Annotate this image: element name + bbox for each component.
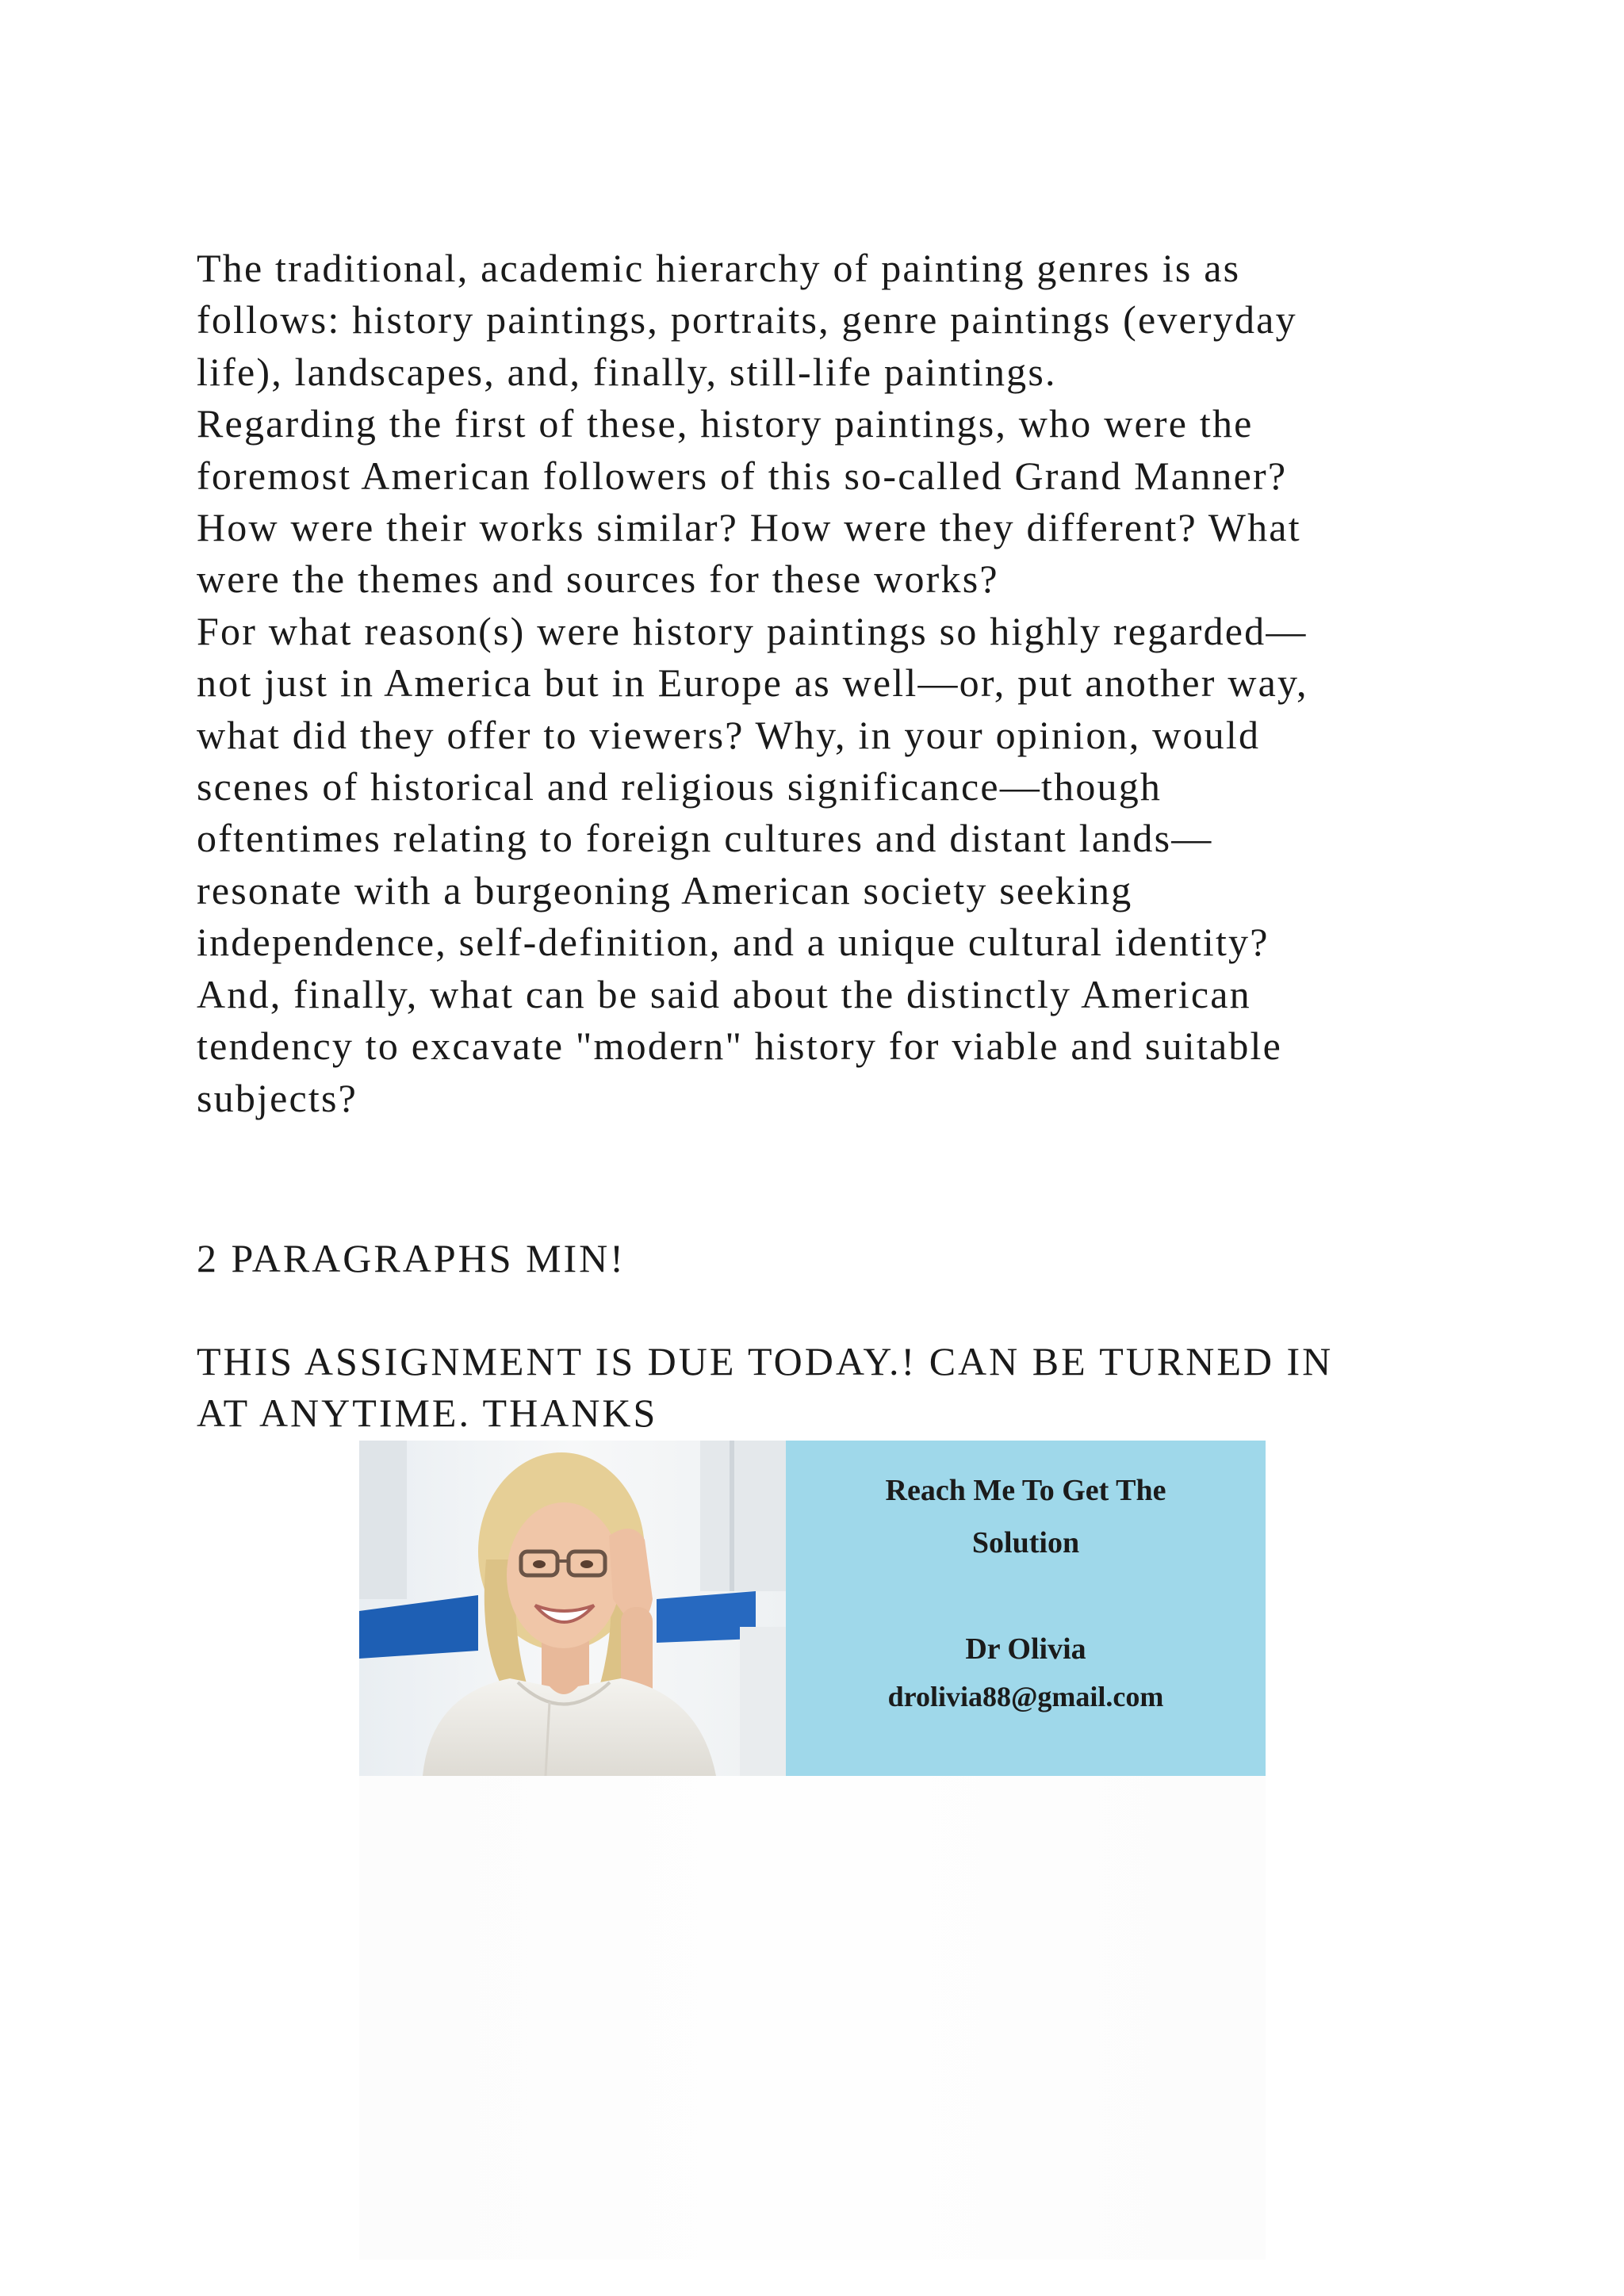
text-line: oftentimes relating to foreign cultures and distant lands— (197, 816, 1213, 861)
due-notice-line: THIS ASSIGNMENT IS DUE TODAY.! CAN BE TURNED IN (197, 1339, 1334, 1383)
text-line: resonate with a burgeoning American society seeking (197, 867, 1133, 913)
due-notice (197, 1336, 1333, 1440)
smiling-woman-photo-icon (359, 1441, 786, 1776)
contact-email: drolivia88@gmail.com (887, 1681, 1164, 1712)
text-line: Regarding the first of these, history paintings, who were the (197, 401, 1254, 446)
paragraph-requirement: 2 PARAGRAPHS MIN! (197, 1236, 626, 1280)
text-line: independence, self-definition, and a unique cultural identity? (197, 920, 1270, 965)
text-line: follows: history paintings, portraits, genre paintings (everyday (197, 297, 1297, 342)
cta-line: Reach Me To Get The (885, 1474, 1166, 1507)
text-line: life), landscapes, and, finally, still-life paintings. (197, 349, 1057, 394)
text-line: And, finally, what can be said about the distinctly American (197, 971, 1251, 1016)
cta-line: Solution (971, 1526, 1080, 1559)
text-line: were the themes and sources for these works? (197, 557, 999, 602)
text-line: subjects? (197, 1075, 358, 1120)
text-line: For what reason(s) were history paintings so highly regarded— (197, 608, 1308, 653)
contact-ad-banner (359, 1441, 1266, 1776)
blank-image-area (359, 1776, 1266, 2260)
question-text (197, 243, 1434, 1124)
text-line: what did they offer to viewers? Why, in your opinion, would (197, 712, 1261, 757)
text-line: How were their works similar? How were they different? What (197, 505, 1301, 550)
text-line: not just in America but in Europe as well—or, put another way, (197, 660, 1308, 706)
text-line: scenes of historical and religious significance—though (197, 764, 1162, 809)
text-line: The traditional, academic hierarchy of painting genres is as (197, 246, 1241, 290)
contact-name: Dr Olivia (965, 1632, 1086, 1666)
due-notice-line: AT ANYTIME. THANKS (197, 1391, 658, 1436)
call-to-action (786, 1464, 1266, 1569)
contact-panel (786, 1441, 1266, 1776)
text-line: foremost American followers of this so-called Grand Manner? (197, 453, 1288, 498)
text-line: tendency to excavate "modern" history for viable and suitable (197, 1024, 1283, 1069)
